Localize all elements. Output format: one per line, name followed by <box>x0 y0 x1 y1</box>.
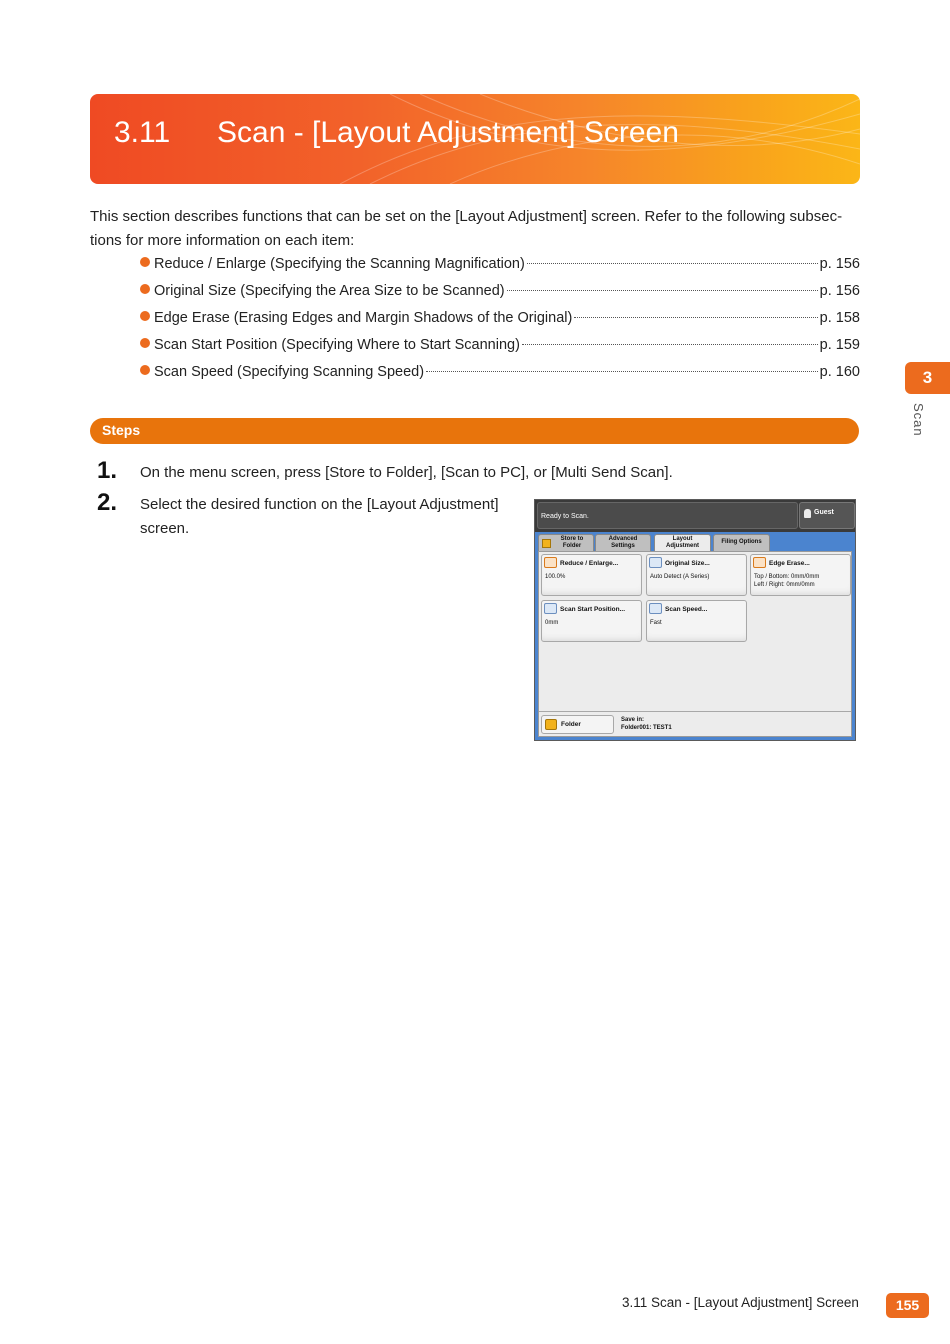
dot-leader <box>574 317 817 318</box>
folder-button[interactable] <box>541 715 614 734</box>
step-text-line: Select the desired function on the [Layout Adjustment] <box>140 496 499 513</box>
tab-label: Adjustment <box>666 543 699 549</box>
toc-item[interactable] <box>140 310 860 337</box>
button-title: Original Size... <box>665 560 710 567</box>
status-message: Ready to Scan. <box>541 513 589 520</box>
button-value-line: Top / Bottom: 0mm/0mm <box>754 574 820 580</box>
toc-item[interactable] <box>140 256 860 283</box>
tab-filing-options[interactable] <box>713 534 770 551</box>
subsection-list <box>140 256 860 391</box>
device-panel <box>535 532 855 740</box>
button-title: Reduce / Enlarge... <box>560 560 619 567</box>
status-message-area <box>537 502 798 529</box>
footer-section-title: 3.11 Scan - [Layout Adjustment] Screen <box>622 1295 859 1310</box>
dot-leader <box>507 290 818 291</box>
tab-label: Layout <box>672 536 693 542</box>
step-text <box>140 493 520 541</box>
bullet-icon <box>140 311 150 321</box>
toc-item-page: p. 159 <box>819 337 860 353</box>
scan-speed-button[interactable] <box>646 600 747 642</box>
dot-leader <box>426 371 818 372</box>
tab-label: Store to <box>560 536 584 542</box>
tab-label: Settings <box>611 543 635 549</box>
step-text-line: screen. <box>140 520 190 537</box>
step-number: 1. <box>97 457 118 484</box>
button-title: Scan Speed... <box>665 606 708 613</box>
toc-item[interactable] <box>140 337 860 364</box>
layout-adjustment-panel <box>538 551 852 737</box>
save-in-info <box>621 716 672 732</box>
page-number: 155 <box>886 1293 929 1318</box>
dot-leader <box>522 344 818 345</box>
tab-label: Advanced <box>608 536 638 542</box>
section-title: Scan - [Layout Adjustment] Screen <box>217 116 679 149</box>
tab-label: Filing Options <box>721 539 762 545</box>
folder-icon <box>545 719 557 730</box>
folder-icon <box>542 539 551 548</box>
button-title: Edge Erase... <box>769 560 810 567</box>
toc-item-page: p. 160 <box>819 364 860 380</box>
device-status-bar <box>535 500 855 532</box>
toc-item-page: p. 156 <box>819 283 860 299</box>
bullet-icon <box>140 365 150 375</box>
original-size-button[interactable] <box>646 554 747 596</box>
device-bottom-bar <box>539 711 851 737</box>
steps-header <box>90 418 859 444</box>
toc-item-title: Edge Erase (Erasing Edges and Margin Shadows of the Original) <box>154 310 573 326</box>
button-value: 0mm <box>545 620 559 626</box>
save-in-label: Save in: <box>621 717 645 723</box>
button-value: Auto Detect (A Series) <box>650 574 710 580</box>
reduce-enlarge-button[interactable] <box>541 554 642 596</box>
intro-paragraph: This section describes functions that can be set on the [Layout Adjustment] screen. Refer to the following subsec-tions for more information on each item: <box>90 208 843 249</box>
reduce-enlarge-icon <box>544 557 557 568</box>
steps-label: Steps <box>102 422 141 438</box>
tab-advanced-settings[interactable] <box>595 534 651 551</box>
bullet-icon <box>140 338 150 348</box>
edge-erase-button[interactable] <box>750 554 851 596</box>
section-number: 3.11 <box>114 116 171 149</box>
button-value <box>754 573 819 589</box>
toc-item-title: Scan Start Position (Specifying Where to Start Scanning) <box>154 337 520 353</box>
toc-item-page: p. 158 <box>819 310 860 326</box>
tab-layout-adjustment[interactable] <box>654 534 711 552</box>
folder-button-label: Folder <box>561 721 581 728</box>
scan-speed-icon <box>649 603 662 614</box>
step-text: On the menu screen, press [Store to Folder], [Scan to PC], or [Multi Send Scan]. <box>140 464 673 481</box>
chapter-label: Scan <box>911 403 926 437</box>
toc-item-title: Reduce / Enlarge (Specifying the Scanning Magnification) <box>154 256 525 272</box>
save-in-value: Folder001: TEST1 <box>621 725 672 731</box>
toc-item-title: Original Size (Specifying the Area Size to be Scanned) <box>154 283 505 299</box>
user-label: Guest <box>814 509 834 516</box>
toc-item[interactable] <box>140 364 860 391</box>
tab-label: Folder <box>562 543 582 549</box>
device-screen <box>534 499 856 741</box>
original-size-icon <box>649 557 662 568</box>
chapter-tab[interactable]: 3 <box>905 362 950 394</box>
button-value: Fast <box>650 620 662 626</box>
button-value-line: Left / Right: 0mm/0mm <box>754 582 815 588</box>
toc-item-title: Scan Speed (Specifying Scanning Speed) <box>154 364 425 380</box>
bullet-icon <box>140 257 150 267</box>
tab-store-to-folder[interactable] <box>538 534 594 551</box>
edge-erase-icon <box>753 557 766 568</box>
bullet-icon <box>140 284 150 294</box>
user-icon <box>804 509 811 518</box>
toc-item-page: p. 156 <box>819 256 860 272</box>
step-number: 2. <box>97 489 118 516</box>
button-value: 100.0% <box>545 574 566 580</box>
dot-leader <box>527 263 818 264</box>
scan-start-position-button[interactable] <box>541 600 642 642</box>
section-title-banner <box>90 94 860 184</box>
user-button[interactable] <box>799 502 855 529</box>
button-title: Scan Start Position... <box>560 606 626 613</box>
toc-item[interactable] <box>140 283 860 310</box>
scan-start-position-icon <box>544 603 557 614</box>
